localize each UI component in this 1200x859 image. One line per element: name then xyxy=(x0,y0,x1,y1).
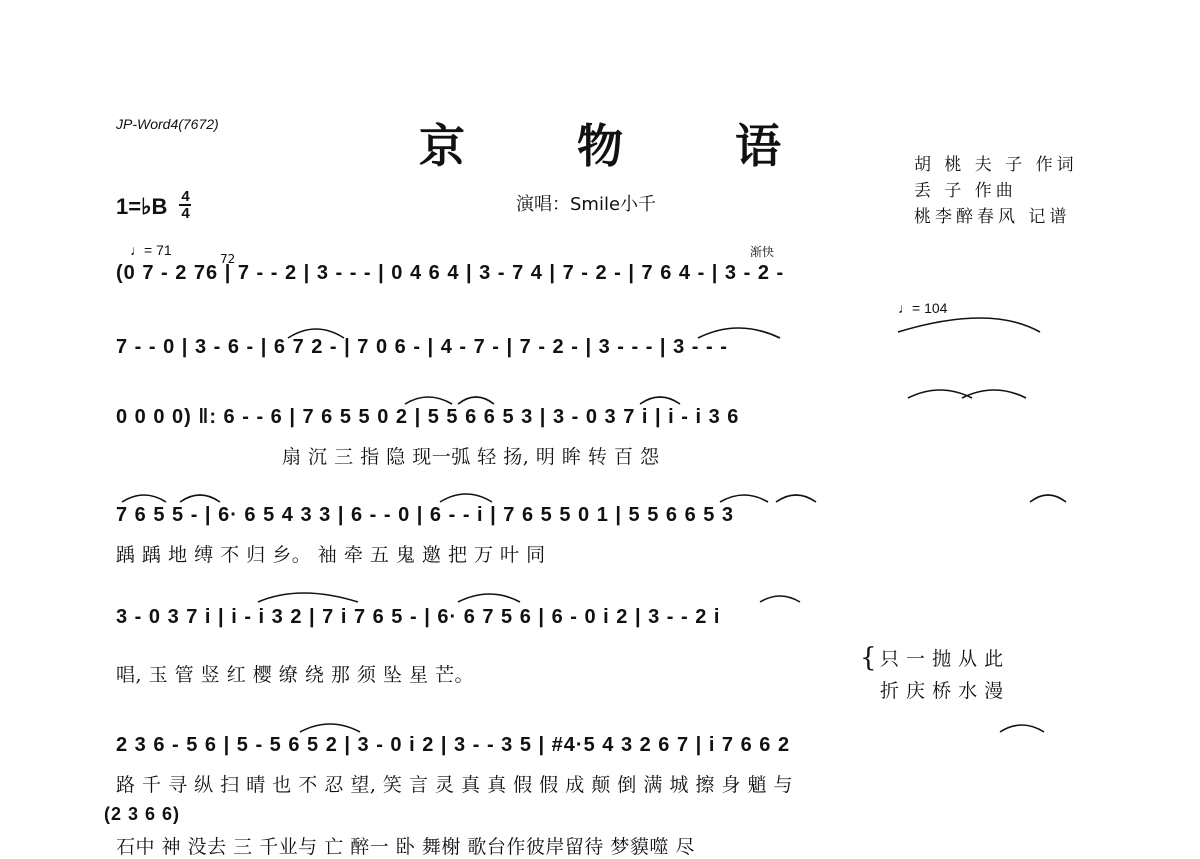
slur-6 xyxy=(640,397,680,404)
split-bracket: { xyxy=(860,643,878,673)
composer-credit: 丢 子 作曲 xyxy=(914,181,1017,201)
split-lyric-1: 只 一 抛 从 此 xyxy=(880,648,1004,670)
notation-line-2: 7 - - 0 | 3 - 6 - | 6 7 2 - | 7 0 6 - | 4 - 7 - | 7 - 2 - | 3 - - - | 3 - - - xyxy=(116,336,728,358)
lyric-line-6: 路 千 寻 纵 扫 晴 也 不 忍 望, 笑 言 灵 真 真 假 假 成 颠 倒 满 城 擦 身 魈 与 xyxy=(116,774,794,796)
slur-10 xyxy=(180,495,220,502)
notation-line-1: (0 7 - 2 76 | 7 - - 2 | 3 - - - | 0 4 6 4 | 3 - 7 4 | 7 - 2 - | 7 6 4 - | 3 - 2 - xyxy=(116,262,785,284)
key-label: 1=♭B xyxy=(116,193,168,219)
split-lyric-2: 折 庆 桥 水 漫 xyxy=(880,680,1004,702)
software-label: JP-Word4(7672) xyxy=(116,116,219,132)
notation-line-5: 3 - 0 3 7 i | i - i 3 2 | 7 i 7 6 5 - | 6· 6 7 5 6 | 6 - 0 i 2 | 3 - - 2 i xyxy=(116,606,721,628)
slur-1 xyxy=(288,329,344,338)
tuplet-mark: 72 xyxy=(220,252,236,266)
lyricist-credit: 胡 桃 夫 子 作词 xyxy=(914,155,1078,175)
slur-4 xyxy=(405,397,452,404)
notation-line-4: 7 6 5 5 - | 6· 6 5 4 3 3 | 6 - - 0 | 6 - - i | 7 6 5 5 0 1 | 5 5 6 6 5 3 xyxy=(116,504,735,526)
slur-8 xyxy=(962,390,1026,398)
slur-3 xyxy=(898,318,1040,332)
slur-13 xyxy=(776,495,816,502)
lyric-line-4: 踽 踽 地 缚 不 归 乡。 袖 牵 五 鬼 邀 把 万 叶 同 xyxy=(116,544,546,566)
accel-mark: 渐快 xyxy=(750,245,775,259)
slur-19 xyxy=(1000,725,1044,732)
tempo-mark-2: ♩= 104 xyxy=(898,300,948,316)
alt-notation: (2 3 6 6) xyxy=(104,804,181,824)
notation-line-3: 0 0 0 0) ‖: 6 - - 6 | 7 6 5 5 0 2 | 5 5 6 6 5 3 | 3 - 0 3 7 i | i - i 3 6 xyxy=(116,406,740,428)
cut-lyric-line: 石中 神 没去 三 千业与 亡 醉一 卧 舞榭 歌台作彼岸留待 梦貘噬 尽 xyxy=(116,836,695,858)
slur-16 xyxy=(458,594,520,602)
slur-18 xyxy=(300,724,360,732)
lyric-line-3: 扇 沉 三 指 隐 现一弧 轻 扬, 明 眸 转 百 怨 xyxy=(282,446,660,468)
notation-line-6: 2 3 6 - 5 6 | 5 - 5 6 5 2 | 3 - 0 i 2 | 3 - - 3 5 | #4·5 4 3 2 6 7 | i 7 6 6 2 xyxy=(116,734,791,756)
slur-7 xyxy=(908,390,972,398)
slur-17 xyxy=(760,596,800,602)
lyric-line-5: 唱, 玉 管 竖 红 樱 缭 绕 那 须 坠 星 芒。 xyxy=(116,664,475,686)
time-top: 4 xyxy=(181,188,190,205)
slur-5 xyxy=(458,397,494,404)
slur-11 xyxy=(440,494,492,502)
slur-12 xyxy=(720,495,768,502)
transcriber-credit: 桃李醉春风 记谱 xyxy=(914,207,1071,227)
slur-15 xyxy=(258,593,358,602)
slur-2 xyxy=(698,328,780,338)
tempo-mark-1: ♩= 71 xyxy=(130,242,172,258)
time-bottom: 4 xyxy=(181,205,190,222)
slur-14 xyxy=(1030,495,1066,502)
song-title: 京 物 语 xyxy=(418,119,830,173)
slur-9 xyxy=(122,495,166,502)
singer-label: 演唱：Smile小千 xyxy=(516,194,657,215)
